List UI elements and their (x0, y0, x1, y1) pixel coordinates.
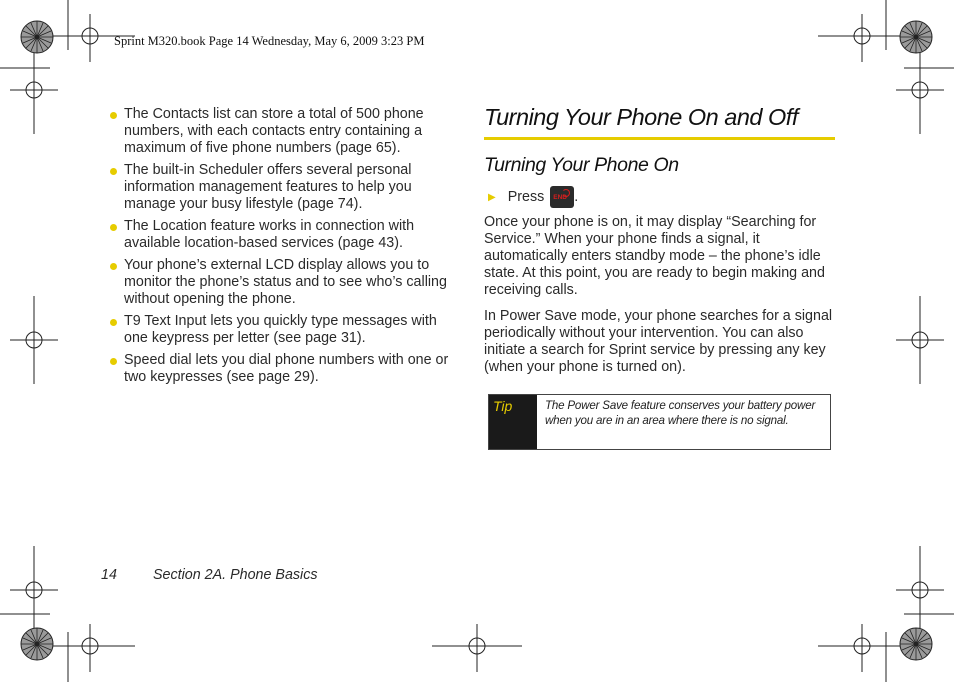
tip-text: The Power Save feature conserves your battery power when you are in an area where there is no signal. (545, 399, 816, 427)
bullet-icon (110, 319, 117, 326)
list-item: The Location feature works in connection with available location-based services (page 43). (110, 218, 460, 252)
page-number: 14 (101, 567, 117, 583)
subsection-heading: Turning Your Phone On (484, 154, 679, 176)
list-item: The Contacts list can store a total of 500 phone numbers, with each contacts entry containing a maximum of five phone numbers (page 65). (110, 106, 460, 157)
paragraph-power-save: In Power Save mode, your phone searches for a signal periodically without your intervention. You can also initiate a search for Sprint service by pressing any key (when your phone is turned on). (484, 308, 833, 375)
step-text: Press (507, 189, 545, 205)
list-item: The built-in Scheduler offers several personal information management features to help you manage your busy lifestyle (page 74). (110, 162, 460, 213)
bullet-icon (110, 224, 117, 231)
bullet-icon (110, 358, 117, 365)
step-suffix: . (574, 189, 579, 205)
book-slug-line: Sprint M320.book Page 14 Wednesday, May 6, 2009 3:23 PM (114, 34, 425, 48)
section-heading: Turning Your Phone On and Off (484, 104, 798, 130)
paragraph-searching-service: Once your phone is on, it may display “Searching for Service.” When your phone finds a signal, it automatically enters standby mode – the phone’s idle state. At this point, you are ready to begin making and receiving calls. (484, 214, 825, 298)
step-instruction (488, 186, 578, 208)
tip-box (488, 394, 831, 450)
tip-label: Tip (489, 395, 537, 449)
end-key-icon (550, 186, 574, 208)
step-arrow-icon: ▶ (488, 191, 496, 203)
heading-rule (484, 137, 835, 140)
footer-section-title: Section 2A. Phone Basics (153, 567, 318, 583)
bullet-icon (110, 168, 117, 175)
bullet-icon (110, 112, 117, 119)
list-item: Speed dial lets you dial phone numbers with one or two keypresses (see page 29). (110, 352, 460, 386)
feature-bullet-list (110, 106, 460, 391)
list-item: Your phone’s external LCD display allows you to monitor the phone’s status and to see who’s calling without opening the phone. (110, 257, 460, 308)
bullet-icon (110, 263, 117, 270)
list-item: T9 Text Input lets you quickly type messages with one keypress per letter (see page 31). (110, 313, 460, 347)
end-key-label: END (553, 194, 567, 201)
